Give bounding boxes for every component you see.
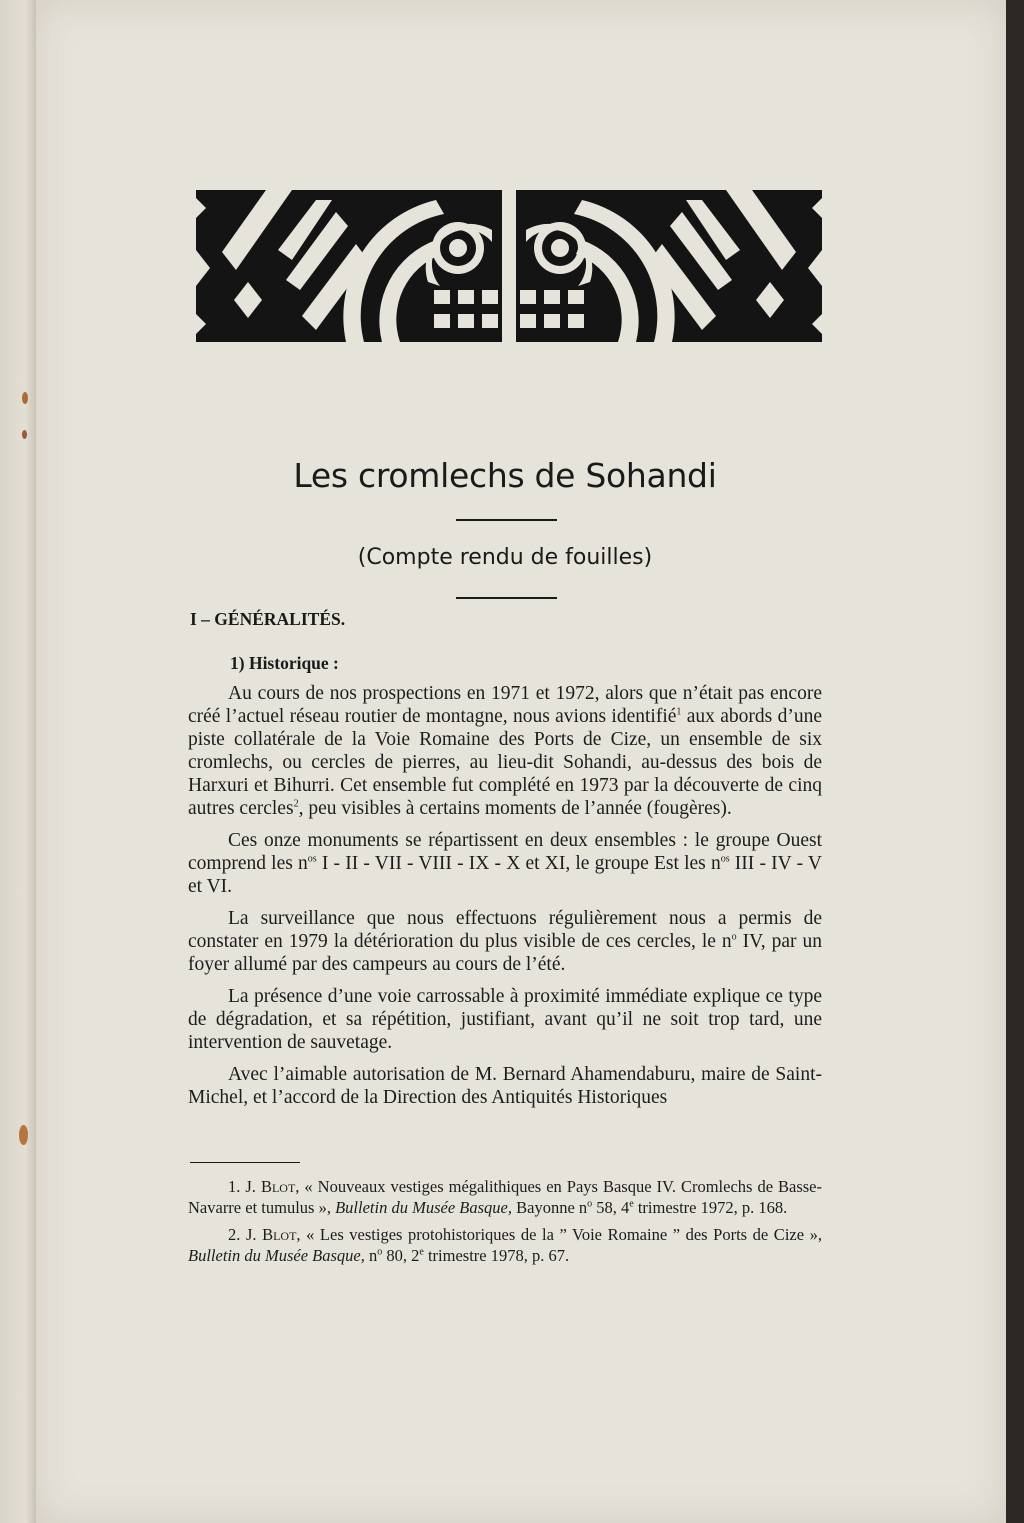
subtitle-divider [456,597,557,599]
footnote-1: 1. J. Blot, « Nouveaux vestiges mégalithiques en Pays Basque IV. Cromlechs de Basse-Navarre et tumulus », Bulletin du Musée Basque, Bayonne $n^o$ 58, 4e trimestre 1972, p. 168. [188,1177,823,1217]
footnote-ref-1[interactable]: 1 [676,706,682,718]
rust-stain [22,430,27,439]
body-text [188,682,822,1118]
footnotes [188,1176,822,1272]
paragraph-4: La présence d’une voie carrossable à proximité immédiate explique ce type de dégradation, et sa répétition, justifiant, avant qu’il ne soit trop tard, une intervention de sauvetage. [188,986,822,1053]
binding-strip [0,0,36,1523]
rust-stain [19,1125,28,1145]
paragraph-1: Au cours de nos prospections en 1971 et 1972, alors que n’était pas encore créé l’actuel réseau routier de montagne, nous avions identifié$^1$ aux abords d’une piste collatérale de la Voie Romaine des Ports de Cize, un ensemble de six cromlechs, ou cercles de pierres, au lieu-dit Sohandi, au-dessus des bois de Harxuri et Bihurri. Cet ensemble fut complété en 1973 par la découverte de cinq autres cercles$^2$, peu visibles à certains moments de l’année (fougères). [188,683,822,819]
ornamental-frieze-image [196,190,822,342]
page-edge [1006,0,1024,1523]
footnote-2: 2. J. Blot, « Les vestiges protohistoriques de la ” Voie Romaine ” des Ports de Cize », Bulletin du Musée Basque, $n^o$ 80, 2e trimestre 1978, p. 67. [188,1225,822,1265]
footnote-ref-2[interactable]: 2 [293,798,299,810]
paragraph-3: La surveillance que nous effectuons régulièrement nous a permis de constater en 1979 la détérioration du plus visible de ces cercles, le $n^o$ IV, par un foyer allumé par des campeurs au cours de l’été. [188,908,823,975]
section-heading: I – GÉNÉRALITÉS. [190,609,346,629]
paragraph-5: Avec l’aimable autorisation de M. Bernard Ahamendaburu, maire de Saint-Michel, et l’accord de la Direction des Antiquités Historiques [188,1064,822,1108]
page-subtitle: (Compte rendu de fouilles) [357,545,653,570]
rust-stain [22,392,28,404]
footnote-divider [190,1162,300,1163]
title-divider [456,519,557,521]
page-title: Les cromlechs de Sohandi [293,456,717,495]
subsection-heading: 1) Historique : [230,653,339,673]
paragraph-2: Ces onze monuments se répartissent en deux ensembles : le groupe Ouest comprend les $n^{os}$ I - II - VII - VIII - IX - X et XI, le groupe Est les $n^{os}$ III - IV - V et VI. [188,830,822,897]
